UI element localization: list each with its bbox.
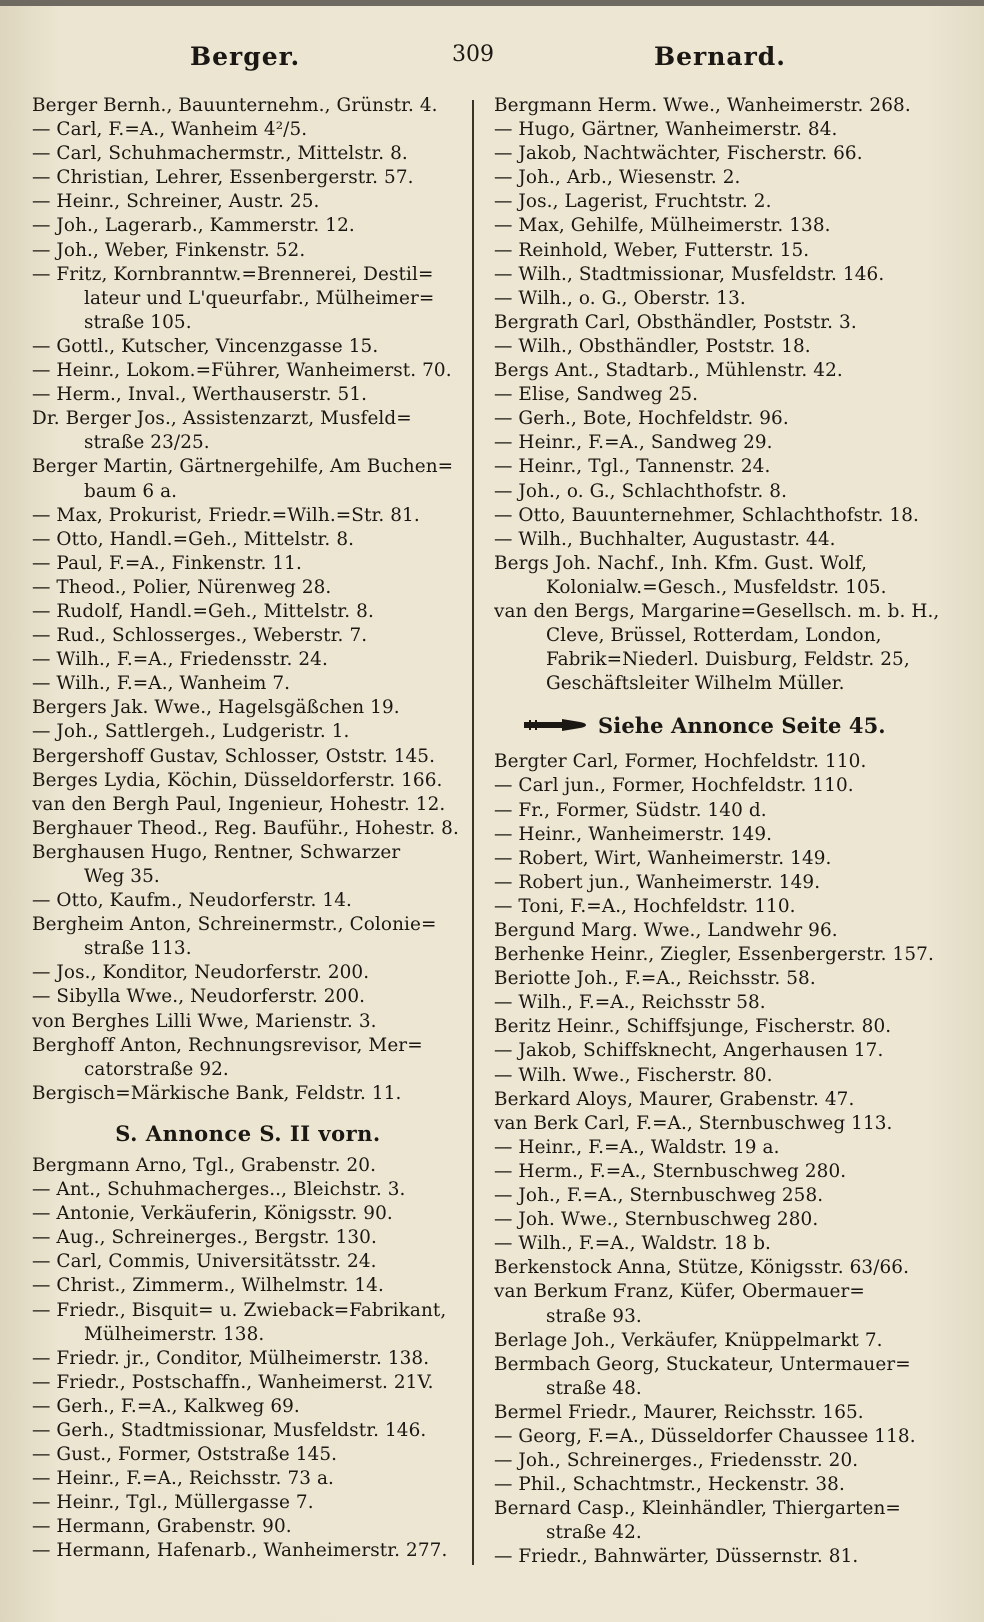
entry-text: — Ant., Schuhmacherges.., Bleichstr. 3. — [32, 1179, 406, 1201]
entry-text: straße 23/25. — [84, 432, 210, 454]
entry-text: — Joh., Sattlergeh., Ludgeristr. 1. — [32, 721, 350, 743]
directory-entry — [32, 383, 464, 407]
directory-entry — [32, 720, 464, 744]
directory-entry — [32, 94, 464, 118]
directory-entry — [494, 1497, 960, 1521]
entry-text: Berger Bernh., Bauunternehm., Grünstr. 4. — [32, 95, 438, 116]
entry-text: Berger Martin, Gärtnergehilfe, Am Buchen= — [32, 456, 454, 478]
entry-text: Mülheimerstr. 138. — [84, 1323, 265, 1345]
entry-text: Bergershoff Gustav, Schlosser, Oststr. 145. — [32, 745, 436, 767]
entry-text: — Elise, Sandweg 25. — [494, 384, 699, 406]
entry-text: Kolonialw.=Gesch., Musfeldstr. 105. — [546, 576, 887, 598]
entry-text: Bergers Jak. Wwe., Hagelsgäßchen 19. — [32, 697, 400, 719]
entry-text: — Georg, F.=A., Düsseldorfer Chaussee 118. — [494, 1425, 916, 1447]
directory-entry — [494, 871, 960, 895]
entry-text: — Toni, F.=A., Hochfeldstr. 110. — [494, 895, 796, 917]
entry-text: — Wilh., Obsthändler, Poststr. 18. — [494, 335, 811, 357]
entry-text: lateur und L'queurfabr., Mülheimer= — [84, 287, 435, 309]
entry-text: Bergs Ant., Stadtarb., Mühlenstr. 42. — [494, 360, 843, 382]
directory-entry — [32, 1395, 464, 1419]
directory-entry — [32, 1371, 464, 1395]
directory-entry — [494, 919, 960, 943]
page-top-edge — [0, 0, 984, 6]
entry-text: — Wilh., F.=A., Reichsstr 58. — [494, 992, 766, 1014]
directory-entry — [494, 335, 960, 359]
directory-entry — [32, 263, 464, 287]
entry-text: Bermel Friedr., Maurer, Reichsstr. 165. — [494, 1401, 864, 1423]
entry-text: Beritz Heinr., Schiffsjunge, Fischerstr. 80. — [494, 1016, 892, 1038]
entry-text: — Heinr., Lokom.=Führer, Wanheimerst. 70. — [32, 360, 452, 382]
directory-entry — [494, 1545, 960, 1569]
directory-entry — [32, 359, 464, 383]
entry-text: — Phil., Schachtmstr., Heckenstr. 38. — [494, 1474, 845, 1496]
directory-entry — [32, 1250, 464, 1274]
entry-text: — Jakob, Schiffsknecht, Angerhausen 17. — [494, 1040, 884, 1062]
directory-entry — [494, 600, 960, 624]
entry-text: Bergheim Anton, Schreinermstr., Colonie= — [32, 914, 437, 936]
entry-text: — Paul, F.=A., Finkenstr. 11. — [32, 552, 302, 574]
entry-text: — Hugo, Gärtner, Wanheimerstr. 84. — [494, 119, 838, 141]
entry-continuation — [32, 431, 464, 455]
directory-entry — [494, 455, 960, 479]
directory-entry — [32, 1347, 464, 1371]
directory-entry — [32, 1154, 464, 1178]
entry-text: van Berkum Franz, Küfer, Obermauer= — [494, 1281, 865, 1303]
directory-entry — [32, 793, 464, 817]
directory-entry — [494, 774, 960, 798]
entry-text: Bergmann Arno, Tgl., Grabenstr. 20. — [32, 1154, 377, 1176]
entry-text: — Aug., Schreinerges., Bergstr. 130. — [32, 1227, 377, 1249]
entry-continuation — [494, 648, 960, 672]
entry-text: Bergter Carl, Former, Hochfeldstr. 110. — [494, 751, 867, 773]
entry-text: — Jos., Konditor, Neudorferstr. 200. — [32, 962, 370, 984]
entry-text: — Carl jun., Former, Hochfeldstr. 110. — [494, 775, 854, 797]
entry-text: — Theod., Polier, Nürenweg 28. — [32, 576, 332, 598]
directory-entry — [32, 1539, 464, 1563]
entry-text: Bergund Marg. Wwe., Landwehr 96. — [494, 920, 838, 941]
entry-continuation — [32, 1058, 464, 1082]
entry-text: — Heinr., Schreiner, Austr. 25. — [32, 191, 320, 213]
entry-text: — Wilh., Stadtmissionar, Musfeldstr. 146. — [494, 263, 885, 285]
entry-text: — Jakob, Nachtwächter, Fischerstr. 66. — [494, 143, 863, 165]
entry-continuation — [494, 576, 960, 600]
directory-entry — [32, 455, 464, 479]
entry-text: Geschäftsleiter Wilhelm Müller. — [546, 673, 845, 695]
entry-text: straße 113. — [84, 938, 192, 960]
pointing-hand-icon — [522, 696, 588, 709]
entry-text: Weg 35. — [84, 866, 160, 887]
directory-entry — [32, 118, 464, 142]
directory-entry — [494, 407, 960, 431]
entry-continuation — [32, 937, 464, 961]
entry-text: Berkenstock Anna, Stütze, Königsstr. 63/66. — [494, 1257, 910, 1279]
entry-continuation — [32, 1323, 464, 1347]
directory-entry — [32, 817, 464, 841]
directory-entry — [494, 1401, 960, 1425]
entry-text: Siehe Annonce Seite 45. — [598, 713, 886, 739]
entry-text: — Joh., Weber, Finkenstr. 52. — [32, 239, 306, 261]
directory-entry — [494, 552, 960, 576]
entry-text: — Antonie, Verkäuferin, Königsstr. 90. — [32, 1203, 393, 1225]
entry-text: — Heinr., Wanheimerstr. 149. — [494, 823, 773, 845]
entry-continuation — [32, 480, 464, 504]
directory-entry — [494, 1256, 960, 1280]
entry-text: Berkard Aloys, Maurer, Grabenstr. 47. — [494, 1088, 855, 1110]
entry-text: — Gottl., Kutscher, Vincenzgasse 15. — [32, 335, 379, 357]
directory-entry — [494, 214, 960, 238]
entry-text: van den Bergh Paul, Ingenieur, Hohestr. 12. — [32, 793, 446, 815]
entry-text: straße 105. — [84, 311, 192, 333]
entry-text: Bergrath Carl, Obsthändler, Poststr. 3. — [494, 311, 857, 333]
entry-text: — Carl, Commis, Universitätsstr. 24. — [32, 1251, 377, 1273]
directory-entry — [494, 1329, 960, 1353]
directory-entry — [494, 118, 960, 142]
directory-entry — [494, 1473, 960, 1497]
entry-text: Bergisch=Märkische Bank, Feldstr. 11. — [32, 1082, 402, 1104]
entry-text: Bernard Casp., Kleinhändler, Thiergarten= — [494, 1498, 901, 1520]
header-left-keyword: Berger. — [190, 42, 301, 71]
entry-text: — Gerh., Bote, Hochfeldstr. 96. — [494, 408, 789, 430]
directory-entry — [494, 750, 960, 774]
directory-entry — [494, 166, 960, 190]
directory-entry — [32, 745, 464, 769]
entry-text: — Hermann, Hafenarb., Wanheimerstr. 277. — [32, 1540, 448, 1562]
directory-entry — [494, 287, 960, 311]
entry-text: — Joh. Wwe., Sternbuschweg 280. — [494, 1209, 819, 1231]
entry-text: — Herm., F.=A., Sternbuschweg 280. — [494, 1160, 847, 1182]
entry-text: — Heinr., Tgl., Müllergasse 7. — [32, 1492, 314, 1514]
directory-entry — [32, 600, 464, 624]
directory-entry — [494, 359, 960, 383]
column-divider — [472, 100, 474, 1565]
entry-text: — Carl, Schuhmachermstr., Mittelstr. 8. — [32, 143, 408, 165]
running-header — [0, 42, 984, 78]
directory-entry — [494, 94, 960, 118]
directory-entry — [32, 1515, 464, 1539]
directory-entry — [494, 142, 960, 166]
entry-text: — Friedr., Postschaffn., Wanheimerst. 21V. — [32, 1371, 434, 1393]
entry-text: Berghauer Theod., Reg. Bauführ., Hohestr. 8. — [32, 817, 459, 839]
entry-text: Berghausen Hugo, Rentner, Schwarzer — [32, 841, 401, 863]
directory-entry — [494, 1088, 960, 1112]
entry-continuation — [32, 865, 464, 889]
left-column — [32, 94, 464, 1564]
directory-entry — [494, 799, 960, 823]
directory-entry — [32, 961, 464, 985]
directory-entry — [32, 1491, 464, 1515]
entry-text: — Rud., Schlosserges., Weberstr. 7. — [32, 625, 368, 647]
entry-text: baum 6 a. — [84, 480, 178, 502]
directory-entry — [494, 1280, 960, 1304]
entry-text: — Joh., Arb., Wiesenstr. 2. — [494, 167, 741, 189]
directory-entry — [494, 1015, 960, 1039]
entry-text: Cleve, Brüssel, Rotterdam, London, — [546, 625, 882, 647]
entry-text: von Berghes Lilli Wwe, Marienstr. 3. — [32, 1010, 377, 1032]
directory-entry — [32, 1443, 464, 1467]
directory-entry — [32, 985, 464, 1009]
directory-entry — [494, 1184, 960, 1208]
entry-text: — Herm., Inval., Werthauserstr. 51. — [32, 384, 368, 406]
entry-continuation — [494, 672, 960, 696]
entry-text: — Max, Prokurist, Friedr.=Wilh.=Str. 81. — [32, 504, 420, 526]
entry-continuation — [494, 624, 960, 648]
directory-entry — [32, 769, 464, 793]
directory-entry — [32, 1010, 464, 1034]
entry-text: Berlage Joh., Verkäufer, Knüppelmarkt 7. — [494, 1329, 883, 1351]
entry-text: — Friedr., Bisquit= u. Zwieback=Fabrikant, — [32, 1299, 447, 1321]
directory-entry — [32, 1178, 464, 1202]
directory-entry — [32, 166, 464, 190]
entry-continuation — [494, 1521, 960, 1545]
entry-continuation — [32, 287, 464, 311]
directory-entry — [494, 991, 960, 1015]
directory-entry — [32, 624, 464, 648]
directory-entry — [32, 528, 464, 552]
entry-text: — Otto, Handl.=Geh., Mittelstr. 8. — [32, 528, 355, 550]
page-number: 309 — [452, 42, 494, 67]
entry-text: — Heinr., F.=A., Sandweg 29. — [494, 432, 773, 454]
directory-entry — [494, 383, 960, 407]
directory-entry — [494, 967, 960, 991]
directory-entry — [32, 335, 464, 359]
entry-continuation — [494, 1305, 960, 1329]
entry-text: — Otto, Bauunternehmer, Schlachthofstr. 18. — [494, 504, 919, 526]
directory-entry — [32, 889, 464, 913]
directory-entry — [494, 943, 960, 967]
header-right-keyword: Bernard. — [654, 42, 786, 71]
entry-text: — Heinr., F.=A., Waldstr. 19 a. — [494, 1136, 780, 1158]
directory-entry — [494, 431, 960, 455]
directory-entry — [32, 913, 464, 937]
directory-entry — [32, 239, 464, 263]
entry-text: — Rudolf, Handl.=Geh., Mittelstr. 8. — [32, 600, 374, 622]
entry-text: — Otto, Kaufm., Neudorferstr. 14. — [32, 890, 352, 912]
entry-text: — Joh., Lagerarb., Kammerstr. 12. — [32, 215, 355, 237]
directory-entry — [494, 1112, 960, 1136]
directory-entry — [32, 1226, 464, 1250]
entry-text: — Reinhold, Weber, Futterstr. 15. — [494, 239, 810, 261]
directory-entry — [494, 480, 960, 504]
entry-text: Berges Lydia, Köchin, Düsseldorferstr. 166. — [32, 769, 443, 791]
directory-entry — [494, 528, 960, 552]
entry-text: — Hermann, Grabenstr. 90. — [32, 1516, 292, 1538]
directory-entry — [32, 1467, 464, 1491]
entry-text: — Carl, F.=A., Wanheim 4²/5. — [32, 119, 308, 141]
entry-text: catorstraße 92. — [84, 1058, 229, 1080]
entry-text: — Robert, Wirt, Wanheimerstr. 149. — [494, 847, 832, 869]
directory-entry — [32, 1034, 464, 1058]
entry-text: — Sibylla Wwe., Neudorferstr. 200. — [32, 986, 366, 1008]
directory-entry — [32, 1202, 464, 1226]
right-column — [494, 94, 960, 1570]
entry-text: Bermbach Georg, Stuckateur, Untermauer= — [494, 1353, 911, 1375]
directory-entry — [32, 1419, 464, 1443]
entry-text: Berhenke Heinr., Ziegler, Essenbergerstr. 157. — [494, 944, 934, 966]
directory-entry — [494, 1064, 960, 1088]
directory-entry — [32, 841, 464, 865]
directory-entry — [32, 1082, 464, 1106]
entry-text: — Joh., o. G., Schlachthofstr. 8. — [494, 480, 788, 502]
entry-text: Dr. Berger Jos., Assistenzarzt, Musfeld= — [32, 408, 412, 430]
entry-text: — Wilh., o. G., Oberstr. 13. — [494, 287, 746, 309]
directory-entry — [494, 1136, 960, 1160]
directory-entry — [32, 696, 464, 720]
directory-entry — [32, 1274, 464, 1298]
directory-entry — [494, 190, 960, 214]
directory-entry — [32, 190, 464, 214]
directory-entry — [494, 1353, 960, 1377]
entry-text: Bergmann Herm. Wwe., Wanheimerstr. 268. — [494, 95, 911, 116]
entry-text: — Joh., Schreinerges., Friedensstr. 20. — [494, 1450, 859, 1472]
directory-entry — [494, 504, 960, 528]
directory-entry — [494, 311, 960, 335]
entry-text: — Gust., Former, Oststraße 145. — [32, 1444, 338, 1466]
entry-text: — Gerh., F.=A., Kalkweg 69. — [32, 1395, 300, 1417]
entry-text: Beriotte Joh., F.=A., Reichsstr. 58. — [494, 968, 816, 990]
directory-entry — [32, 576, 464, 600]
directory-entry — [494, 263, 960, 287]
entry-text: — Fr., Former, Südstr. 140 d. — [494, 799, 767, 821]
entry-text: — Christ., Zimmerm., Wilhelmstr. 14. — [32, 1275, 384, 1297]
entry-text: — Friedr. jr., Conditor, Mülheimerstr. 138. — [32, 1347, 430, 1369]
directory-entry — [32, 672, 464, 696]
entry-text: — Robert jun., Wanheimerstr. 149. — [494, 871, 821, 893]
entry-continuation — [32, 311, 464, 335]
entry-text: S. Annonce S. II vorn. — [115, 1120, 381, 1146]
entry-text: — Heinr., Tgl., Tannenstr. 24. — [494, 456, 771, 478]
entry-text: straße 93. — [546, 1305, 642, 1327]
entry-text: Fabrik=Niederl. Duisburg, Feldstr. 25, — [546, 649, 910, 671]
directory-entry — [494, 1449, 960, 1473]
directory-entry — [32, 504, 464, 528]
entry-text: Berghoff Anton, Rechnungsrevisor, Mer= — [32, 1034, 423, 1056]
directory-entry — [494, 895, 960, 919]
directory-entry — [494, 239, 960, 263]
directory-entry — [494, 1039, 960, 1063]
directory-entry — [32, 648, 464, 672]
entry-text: — Wilh., F.=A., Wanheim 7. — [32, 673, 291, 695]
advertisement-note — [494, 696, 960, 750]
entry-text: — Friedr., Bahnwärter, Düssernstr. 81. — [494, 1546, 859, 1568]
directory-entry — [494, 847, 960, 871]
directory-entry — [32, 552, 464, 576]
entry-text: — Wilh., F.=A., Waldstr. 18 b. — [494, 1233, 772, 1255]
entry-text: — Wilh. Wwe., Fischerstr. 80. — [494, 1064, 773, 1086]
entry-text: Bergs Joh. Nachf., Inh. Kfm. Gust. Wolf, — [494, 552, 868, 574]
entry-text: — Christian, Lehrer, Essenbergerstr. 57. — [32, 167, 414, 189]
entry-continuation — [494, 1377, 960, 1401]
entry-text: — Wilh., Buchhalter, Augustastr. 44. — [494, 528, 836, 550]
entry-text: — Joh., F.=A., Sternbuschweg 258. — [494, 1185, 824, 1207]
entry-text: — Max, Gehilfe, Mülheimerstr. 138. — [494, 215, 831, 237]
entry-text: — Gerh., Stadtmissionar, Musfeldstr. 146. — [32, 1419, 427, 1441]
directory-entry — [32, 142, 464, 166]
entry-text: straße 48. — [546, 1377, 642, 1399]
entry-text: — Fritz, Kornbranntw.=Brennerei, Destil= — [32, 263, 434, 285]
entry-text: van den Bergs, Margarine=Gesellsch. m. b. H., — [494, 600, 940, 622]
advertisement-note — [32, 1106, 464, 1154]
directory-entry — [32, 214, 464, 238]
entry-text: — Jos., Lagerist, Fruchtstr. 2. — [494, 191, 772, 213]
directory-entry — [494, 823, 960, 847]
entry-text: — Wilh., F.=A., Friedensstr. 24. — [32, 649, 328, 671]
directory-entry — [32, 1299, 464, 1323]
entry-text: van Berk Carl, F.=A., Sternbuschweg 113. — [494, 1112, 893, 1134]
directory-entry — [32, 407, 464, 431]
directory-entry — [494, 1232, 960, 1256]
entry-text: — Heinr., F.=A., Reichsstr. 73 a. — [32, 1468, 335, 1490]
directory-entry — [494, 1425, 960, 1449]
directory-entry — [494, 1208, 960, 1232]
entry-text: straße 42. — [546, 1522, 642, 1544]
directory-entry — [494, 1160, 960, 1184]
